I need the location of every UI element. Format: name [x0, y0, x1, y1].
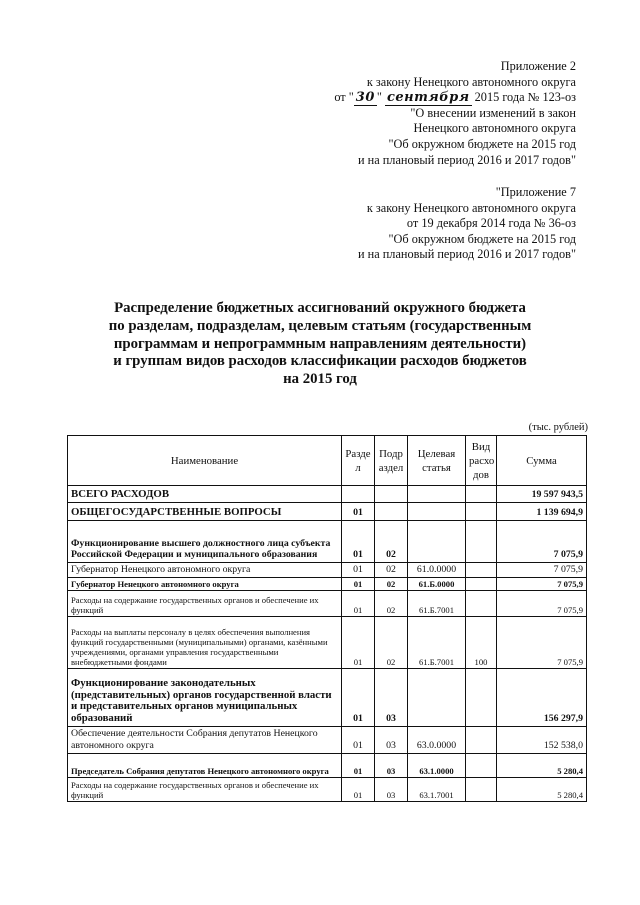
cell-section: 01 — [342, 577, 375, 590]
cell-target: 61.Б.0000 — [408, 577, 466, 590]
cell-kind — [466, 521, 497, 563]
units-label: (тыс. рублей) — [528, 422, 588, 433]
cell-sum: 7 075,9 — [497, 577, 587, 590]
cell-name: Губернатор Ненецкого автономного округа — [68, 563, 342, 578]
cell-sum: 19 597 943,5 — [497, 486, 587, 503]
cell-target — [408, 668, 466, 726]
cell-section: 01 — [342, 753, 375, 777]
cell-sum: 152 538,0 — [497, 726, 587, 753]
title-line-5: на 2015 год — [283, 371, 357, 388]
cell-name: Функционирование законодательных (представительных) органов государственной власти и представительных органов муниципальных образований — [68, 668, 342, 726]
law-reference: к закону Ненецкого автономного округа — [366, 74, 576, 89]
cell-kind — [466, 503, 497, 521]
cell-subsection: 02 — [375, 521, 408, 563]
cell-section: 01 — [342, 563, 375, 578]
cell-sum: 5 280,4 — [497, 753, 587, 777]
date-prefix: от " — [334, 90, 354, 105]
table-row — [68, 777, 587, 801]
header-section: Разде л — [342, 436, 375, 486]
cell-target: 61.0.0000 — [408, 563, 466, 578]
amendment-line-4: и на плановый период 2016 и 2017 годов" — [357, 152, 576, 167]
cell-name: Функционирование высшего должностного лица субъекта Российской Федерации и муниципального образования — [68, 521, 342, 563]
cell-kind — [466, 563, 497, 578]
header-sum: Сумма — [497, 436, 587, 486]
cell-name: ВСЕГО РАСХОДОВ — [68, 486, 342, 503]
amendment-line-1: "О внесении изменений в закон — [410, 105, 576, 120]
cell-kind — [466, 486, 497, 503]
cell-subsection: 02 — [375, 616, 408, 668]
date-mid: " — [376, 90, 382, 105]
law-date-line — [334, 90, 576, 106]
cell-section: 01 — [342, 521, 375, 563]
cell-subsection: 03 — [375, 726, 408, 753]
cell-section: 01 — [342, 668, 375, 726]
table-row — [68, 668, 587, 726]
table-row — [68, 521, 587, 563]
appendix-label: "Приложение 7 — [495, 185, 576, 199]
cell-section: 01 — [342, 777, 375, 801]
table-row — [68, 590, 587, 616]
cell-name: Председатель Собрания депутатов Ненецкого автономного округа — [68, 753, 342, 777]
cell-kind — [466, 777, 497, 801]
cell-section: 01 — [342, 590, 375, 616]
handwritten-day: 30 — [355, 90, 375, 106]
cell-target — [408, 503, 466, 521]
cell-name: Расходы на выплаты персоналу в целях обеспечения выполнения функций государственными (муниципальными) органами, казёнными учреждениями, органами управления государственными внебюджетными фондами — [68, 616, 342, 668]
cell-sum: 5 280,4 — [497, 777, 587, 801]
appendix-2-header — [334, 59, 576, 168]
cell-kind — [466, 577, 497, 590]
cell-target: 63.1.0000 — [408, 753, 466, 777]
cell-sum: 7 075,9 — [497, 521, 587, 563]
appendix-label: Приложение 2 — [500, 59, 576, 73]
cell-subsection: 02 — [375, 590, 408, 616]
cell-kind — [466, 668, 497, 726]
cell-sum: 7 075,9 — [497, 590, 587, 616]
header-subsection: Подр аздел — [375, 436, 408, 486]
cell-subsection: 03 — [375, 753, 408, 777]
title-line-3: программам и непрограммным направлениям деятельности) — [113, 335, 527, 352]
cell-kind: 100 — [466, 616, 497, 668]
table-row — [68, 486, 587, 503]
cell-name: Расходы на содержание государственных органов и обеспечение их функций — [68, 777, 342, 801]
cell-sum: 7 075,9 — [497, 563, 587, 578]
law-title-line-2: и на плановый период 2016 и 2017 годов" — [357, 247, 576, 262]
cell-section: 01 — [342, 616, 375, 668]
appendix-7-header — [358, 185, 576, 263]
cell-subsection: 03 — [375, 777, 408, 801]
cell-kind — [466, 726, 497, 753]
cell-section — [342, 486, 375, 503]
law-title-line-1: "Об окружном бюджете на 2015 год — [388, 231, 576, 246]
cell-kind — [466, 590, 497, 616]
cell-section: 01 — [342, 726, 375, 753]
cell-subsection: 02 — [375, 563, 408, 578]
cell-target: 63.1.7001 — [408, 777, 466, 801]
cell-target — [408, 521, 466, 563]
law-reference: к закону Ненецкого автономного округа — [366, 200, 576, 215]
cell-target: 63.0.0000 — [408, 726, 466, 753]
cell-subsection — [375, 486, 408, 503]
cell-subsection: 02 — [375, 577, 408, 590]
handwritten-month: сентября — [386, 90, 470, 106]
title-line-4: и группам видов расходов классификации расходов бюджетов — [113, 353, 527, 370]
law-date: от 19 декабря 2014 года № 36-оз — [406, 216, 576, 231]
cell-sum: 156 297,9 — [497, 668, 587, 726]
table-header-row — [68, 436, 587, 486]
table-row — [68, 616, 587, 668]
cell-sum: 1 139 694,9 — [497, 503, 587, 521]
cell-name: ОБЩЕГОСУДАРСТВЕННЫЕ ВОПРОСЫ — [68, 503, 342, 521]
budget-table — [67, 435, 587, 802]
table-row — [68, 577, 587, 590]
header-kind: Вид расхо дов — [466, 436, 497, 486]
title-line-2: по разделам, подразделам, целевым статьям (государственным — [108, 317, 532, 334]
date-suffix: 2015 года № 123-оз — [474, 90, 576, 105]
table-row — [68, 563, 587, 578]
cell-subsection — [375, 503, 408, 521]
cell-subsection: 03 — [375, 668, 408, 726]
cell-target — [408, 486, 466, 503]
table-row — [68, 753, 587, 777]
table-row — [68, 726, 587, 753]
cell-sum: 7 075,9 — [497, 616, 587, 668]
cell-kind — [466, 753, 497, 777]
amendment-line-3: "Об окружном бюджете на 2015 год — [388, 136, 576, 151]
table-row — [68, 503, 587, 521]
cell-target: 61.Б.7001 — [408, 590, 466, 616]
title-line-1: Распределение бюджетных ассигнований окружного бюджета — [114, 300, 526, 316]
cell-section: 01 — [342, 503, 375, 521]
header-name: Наименование — [68, 436, 342, 486]
amendment-line-2: Ненецкого автономного округа — [413, 121, 576, 136]
cell-name: Обеспечение деятельности Собрания депутатов Ненецкого автономного округа — [68, 726, 342, 753]
cell-target: 61.Б.7001 — [408, 616, 466, 668]
cell-name: Губернатор Ненецкого автономного округа — [68, 577, 342, 590]
cell-name: Расходы на содержание государственных органов и обеспечение их функций — [68, 590, 342, 616]
header-target: Целевая статья — [408, 436, 466, 486]
document-title — [60, 300, 580, 389]
